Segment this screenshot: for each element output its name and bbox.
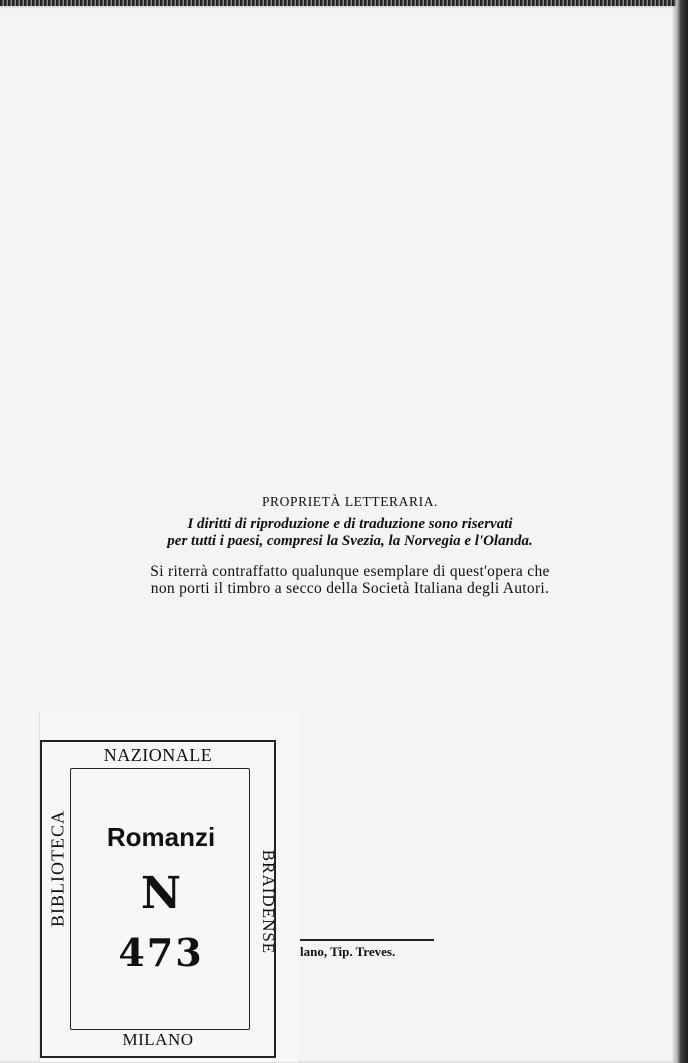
stamp-right-text: BRAIDENSE — [259, 849, 278, 955]
imprint-rule — [300, 939, 434, 941]
rights-line-2: per tutti i paesi, compresi la Svezia, la Norvegia e l'Olanda. — [167, 533, 533, 549]
counterfeit-notice — [100, 563, 600, 597]
notice-line-2: non porti il timbro a secco della Società Italiana degli Autori. — [150, 580, 550, 597]
stamp-shelf-number: 473 — [118, 930, 204, 975]
page-right-edge — [676, 0, 688, 1063]
rights-statement — [100, 516, 600, 550]
rights-line-1: I diritti di riproduzione e di traduzione sono riservati — [187, 516, 513, 532]
stamp-shelf-letter: N — [140, 868, 182, 919]
printer-imprint: lano, Tip. Treves. — [300, 944, 396, 959]
stamp-top-text: NAZIONALE — [103, 745, 213, 765]
notice-line-1: Si riterrà contraffatto qualunque esemplare di quest'opera che — [150, 563, 550, 580]
copyright-heading: PROPRIETÀ LETTERARIA. — [261, 494, 439, 509]
stamp-category: Romanzi — [106, 822, 216, 852]
stamp-left-text: BIBLIOTECA — [47, 810, 68, 927]
stamp-bottom-text: MILANO — [122, 1030, 194, 1049]
